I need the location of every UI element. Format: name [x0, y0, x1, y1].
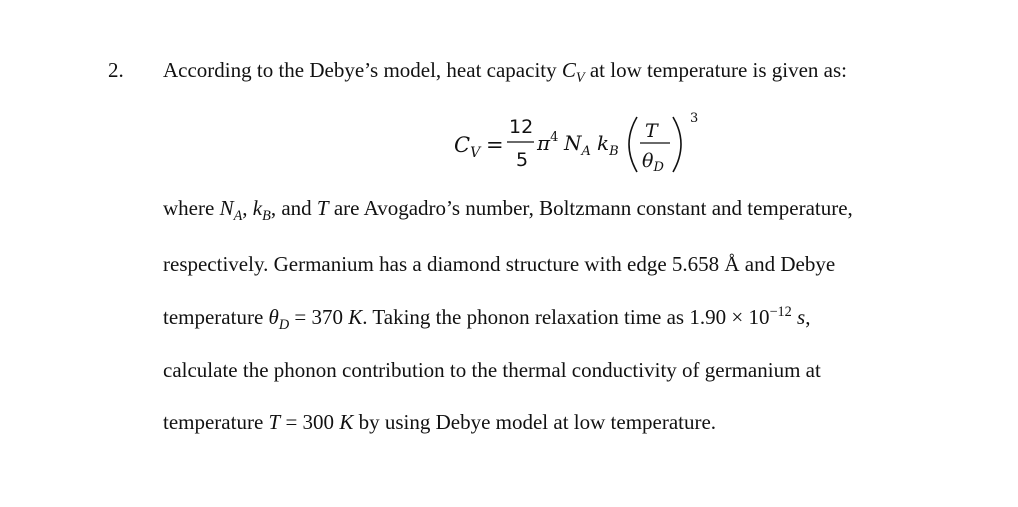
intro-text-pre: According to the Debye’s model, heat capacity — [163, 58, 557, 82]
eq-frac-denominator: 5 — [516, 149, 529, 171]
eq-left-paren — [629, 117, 637, 172]
eq-equals: = — [486, 133, 504, 157]
eq-paren-denominator: $\theta_D$ — [642, 150, 664, 175]
eq-lhs: $C_V$ — [454, 133, 481, 161]
text-line-4: calculate the phonon contribution to the thermal conductivity of germanium at — [163, 358, 821, 382]
text-line-1: where $N_A$, $k_B$, and T are Avogadro’s number, Boltzmann constant and temperature, — [163, 196, 853, 225]
intro-text-post: at low temperature is given as: — [589, 58, 848, 82]
eq-pi-term: $\pi^4$ — [537, 130, 559, 155]
eq-boltzmann-term: $k_B$ — [597, 131, 619, 159]
text-line-2: respectively. Germanium has a diamond structure with edge 5.658 Å and Debye — [163, 252, 836, 276]
text-line-5: temperature T = 300 K by using Debye model at low temperature. — [163, 410, 717, 434]
eq-power: 3 — [690, 111, 699, 126]
eq-paren-numerator: T — [645, 120, 658, 142]
problem-number: 2. — [108, 58, 124, 82]
eq-frac-numerator: 12 — [509, 116, 534, 138]
eq-right-paren — [673, 117, 681, 172]
text-line-3: temperature $\theta_D = 370$ K. Taking the phonon relaxation time as $1.90 \times 10^{-12}$ s, — [163, 304, 811, 334]
eq-avogadro-term: $N_A$ — [564, 131, 591, 159]
heat-capacity-symbol: $C_V$ — [561, 58, 585, 87]
